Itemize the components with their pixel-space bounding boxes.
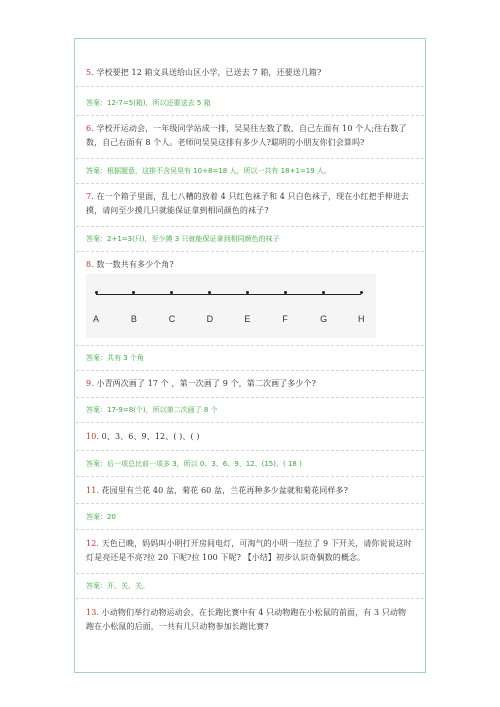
question-number: 13. [86, 608, 100, 617]
question-8 [86, 258, 414, 272]
question-body: 0、3、6、9、12、( )、( ) [99, 432, 200, 441]
ray-point-label: B [130, 314, 137, 324]
answer-text: 答案：20 [86, 513, 116, 521]
question-number: 7. [86, 192, 94, 201]
ray-point-h [360, 291, 363, 294]
question-text [86, 66, 414, 80]
answer-text: 答案：12-7=5(箱)，所以还要送去 5 箱 [86, 99, 211, 107]
question-9 [86, 377, 414, 391]
answer-text: 答案：根据题意，这排不含吴昊有 10+8=18 人，所以一共有 18+1=19 人。 [86, 167, 331, 175]
question-number: 8. [86, 260, 94, 269]
question-12 [86, 537, 414, 564]
ray-point-e [246, 291, 249, 294]
question-number: 10. [86, 432, 100, 441]
question-6 [86, 122, 414, 149]
answer-9 [86, 405, 414, 415]
question-body: 学校要把 12 箱文具送给山区小学，已送去 7 箱，还要送几箱? [93, 68, 322, 77]
question-13 [86, 606, 414, 633]
answer-11 [86, 512, 414, 522]
question-body: 数一数共有多少个角? [93, 260, 174, 269]
question-text [86, 606, 414, 633]
divider [76, 476, 424, 477]
divider [76, 450, 424, 451]
question-number: 5. [86, 68, 94, 77]
divider [76, 115, 424, 116]
answer-8 [86, 353, 414, 363]
divider [76, 226, 424, 227]
question-11 [86, 484, 414, 498]
answer-text: 答案：开、关、关。 [86, 582, 149, 590]
ray-diagram [86, 274, 376, 338]
question-text [86, 537, 414, 564]
ray-point-label: G [320, 314, 328, 324]
question-body: 学校开运动会，一年级同学站成一排，吴昊往左数了数，自己左面有 10 个人;往右数了数，自己右面有 8 个人。老师问吴昊这排有多少人?聪明的小朋友你们会算吗? [86, 124, 407, 147]
question-text [86, 484, 414, 498]
answer-7 [86, 234, 414, 244]
answer-text: 答案：17-9=8(个)，所以第二次画了 8 个 [86, 406, 218, 414]
question-text [86, 430, 414, 444]
divider [76, 158, 424, 159]
divider [76, 397, 424, 398]
answer-text: 答案：2+1=3(只)，至少摸 3 只就能保证拿到相同颜色的袜子 [86, 235, 280, 243]
question-7 [86, 190, 414, 217]
ray-line [96, 294, 361, 295]
divider [76, 370, 424, 371]
answer-5 [86, 98, 414, 108]
divider [76, 86, 424, 87]
ray-point-label: D [206, 314, 214, 324]
divider [76, 183, 424, 184]
divider [76, 422, 424, 423]
ray-point-label: F [282, 314, 288, 324]
question-text [86, 190, 414, 217]
ray-point-f [284, 291, 287, 294]
question-number: 12. [86, 539, 100, 548]
question-5 [86, 66, 414, 80]
ray-point-label: E [244, 314, 251, 324]
answer-text: 答案：后一项总比前一项多 3，所以 0、3、6、9、12、(15)、( 18 ) [86, 460, 302, 468]
answer-12 [86, 581, 414, 591]
divider [76, 573, 424, 574]
divider [76, 345, 424, 346]
ray-point-a [95, 291, 98, 294]
ray-point-label: H [358, 314, 365, 324]
question-body: 小青两次画了 17 个 ，第一次画了 9 个，第二次画了多少个? [93, 379, 316, 388]
divider [76, 529, 424, 530]
question-number: 6. [86, 124, 94, 133]
question-number: 11. [86, 486, 100, 495]
divider [76, 251, 424, 252]
ray-point-label: A [93, 314, 100, 324]
divider [76, 598, 424, 599]
answer-10 [86, 459, 414, 469]
question-text [86, 258, 414, 272]
answer-text: 答案：共有 3 个角 [86, 354, 144, 362]
question-body: 天色已晚，妈妈叫小明打开房间电灯，可淘气的小明一连拉了 9 下开关，请你说说这时灯是亮还是不亮?拉 20 下呢?拉 100 下呢? 【小结】初步认识奇偶数的概念。 [86, 539, 412, 562]
answer-6 [86, 166, 414, 176]
question-10 [86, 430, 414, 444]
divider [76, 503, 424, 504]
question-text [86, 122, 414, 149]
question-number: 9. [86, 379, 94, 388]
question-body: 花园里有兰花 40 盆，菊花 60 盆，兰花再种多少盆就和菊花同样多? [99, 486, 348, 495]
ray-point-g [322, 291, 325, 294]
ray-point-label: C [168, 314, 176, 324]
question-body: 在一个箱子里面，乱七八糟的放着 4 只红色袜子和 4 只白色袜子，现在小红把手伸进去摸，请问至少摸几只就能保证拿到相同颜色的袜子? [86, 192, 410, 215]
question-body: 小动物们举行动物运动会，在长跑比赛中有 4 只动物跑在小松鼠的前面，有 3 只动物跑在小松鼠的后面，一共有几只动物参加长跑比赛? [86, 608, 407, 631]
question-text [86, 377, 414, 391]
